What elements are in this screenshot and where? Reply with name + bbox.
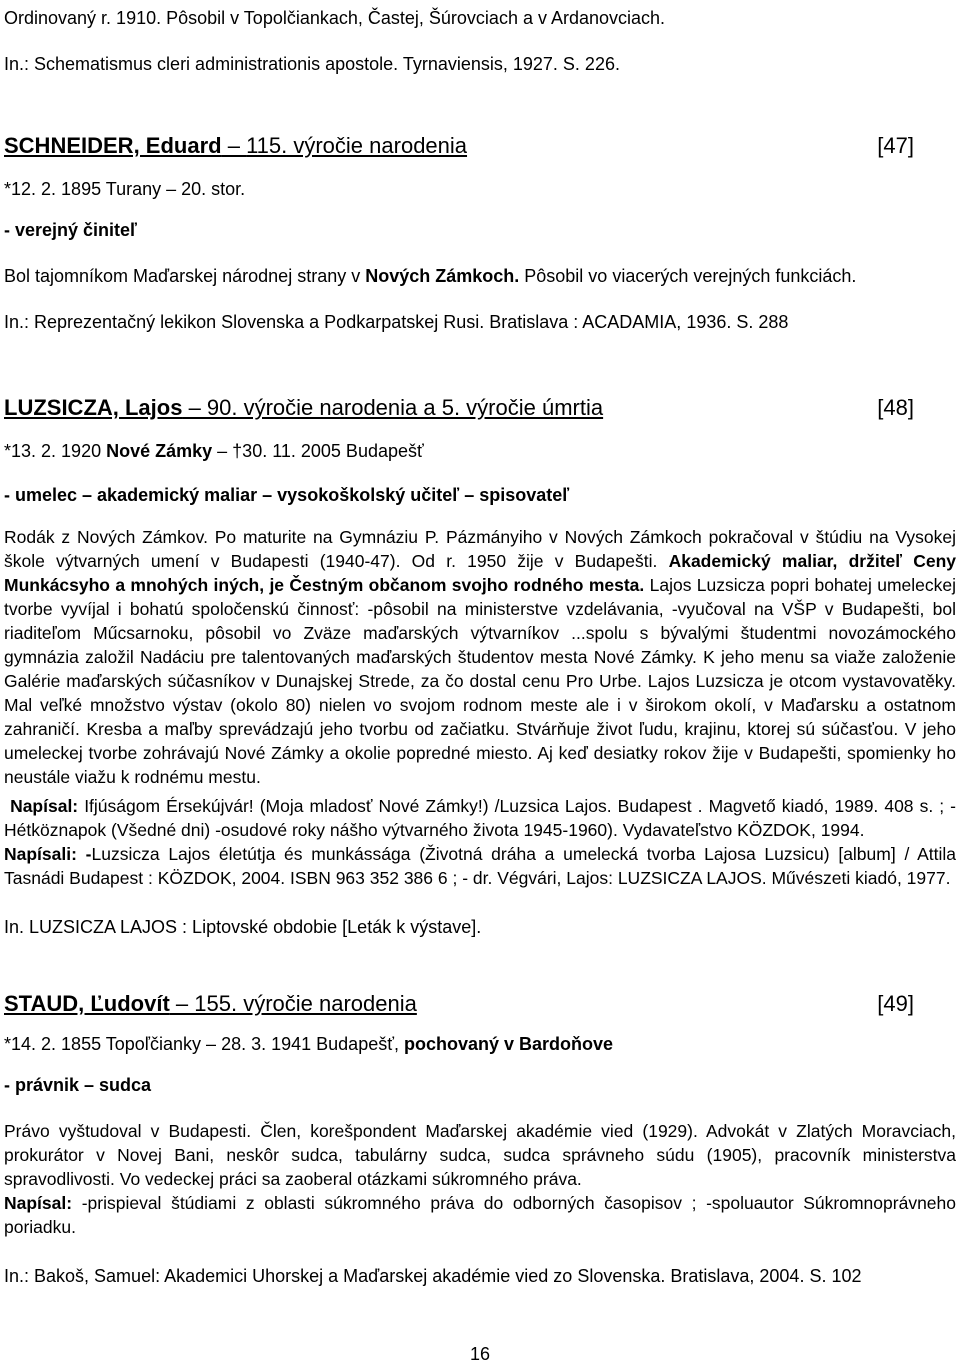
entry-title	[4, 395, 603, 420]
person-name: SCHNEIDER, Eduard	[4, 133, 222, 158]
person-name: STAUD, Ľudovít	[4, 991, 170, 1016]
ordination-line: Ordinovaný r. 1910. Pôsobil v Topolčiankach, Častej, Šúrovciach a v Ardanovciach.	[4, 8, 666, 28]
works-paragraph: Napísal: -prispieval štúdiami z oblasti súkromného práva do odborných časopisov ; -spoluautor Súkromnoprávneho poriadku.	[4, 1193, 956, 1237]
entry-title: SCHNEIDER, Eduard – 115. výročie narodenia	[4, 133, 468, 158]
bio-paragraph: Rodák z Nových Zámkov. Po maturite na Gymnáziu P. Pázmányiho v Nových Zámkoch pokračoval v štúdiu na Vysokej škole výtvarných umení v Budapesti (1940-47). Od r. 1950 žije v Budapešti. Akademický maliar, držiteľ Ceny Munkácsyho a mnohých iných, je Čestným občanom svojho rodného mesta. Lajos Luzsicza popri bohatej umeleckej tvorbe vyvíjal i bohatú spoločenskú činnosť: -pôsobil na ministerstve vzdelávania, -vyučoval na VŠP v Budapešti, bol riaditeľom Műcsarnoku, pôsobil vo Zväze maďarských výtvarníkov ...spolu s bývalými študentmi novozámockého gymnázia založil Nadáciu pre talentovaných maďarských študentov mesta Nové Zámky. K jeho menu sa viaže založenie Galérie maďarských súčasníkov v Dunajskej Strede, za čo dostal cenu Pro Urbe. Lajos Luzsicza je otcom vystavovatěky. Mal veľké množstvo výstav (okolo 80) nielen vo svojom rodnom meste ale i v širokom okolí, v Maďarsku a ostatnom zahraničí. Kresba a maľby sprevádzajú jeho tvorbu od začiatku. Stvárňuje život ľudu, krajinu, ktorej sú súčasťou. V jeho umeleckej tvorbe zohrávajú Nové Zámky a okolie popredné miesto. Aj keď desiatky rokov žije v Budapešti, spomienky ho neustále viažu k rodnému mestu.	[4, 527, 956, 787]
birth-info: *13. 2. 1920 Nové Zámky – †30. 11. 2005 Budapešť	[4, 441, 424, 461]
source-line: In. LUZSICZA LAJOS : Liptovské obdobie [Leták k výstave].	[4, 917, 482, 937]
literature-paragraph: Napísali: -Luzsicza Lajos életútja és munkássága (Životná dráha a umelecká tvorba Lajosa Luzsicu) [album] / Attila Tasnádi Budapest : KÖZDOK, 2004. ISBN 963 352 386 6 ; - dr. Végvári, Lajos: LUZSICZA LAJOS. Művészeti kiadó, 1977.	[4, 844, 956, 888]
anniversary-text: – 90. výročie narodenia a 5. výročie úmrtia	[182, 395, 604, 420]
birth-info: *12. 2. 1895 Turany – 20. stor.	[4, 179, 246, 199]
entry-heading-schneider	[4, 133, 467, 159]
entry-number: [49]	[877, 991, 914, 1016]
entry-number: [48]	[877, 395, 914, 420]
anniversary-text: 115. výročie narodenia	[246, 133, 468, 158]
source-line: In.: Bakoš, Samuel: Akademici Uhorskej a Maďarskej akadémie vied zo Slovenska. Bratislava, 2004. S. 102	[4, 1266, 862, 1286]
role-line: - právnik – sudca	[4, 1075, 152, 1095]
entry-heading-luzsicza	[4, 395, 603, 421]
entry-number: [47]	[877, 133, 914, 158]
works-paragraph: Napísal: Ifjúságom Érsekújvár! (Moja mladosť Nové Zámky!) /Luzsica Lajos. Budapest . Magvető kiadó, 1989. 408 s. ; - Hétköznapok (Všedné dni) -osudové roky nášho výtvarného života 1945-1960). Vydavateľstvo KÖZDOK, 1994.	[4, 796, 956, 840]
role-line: - umelec – akademický maliar – vysokoškolský učiteľ – spisovateľ	[4, 485, 570, 505]
person-name: LUZSICZA, Lajos	[4, 395, 183, 420]
birth-info: *14. 2. 1855 Topoľčianky – 28. 3. 1941 Budapešť, pochovaný v Bardoňove	[4, 1034, 614, 1054]
role-line: - verejný činiteľ	[4, 220, 137, 240]
source-line: In.: Reprezentačný lekikon Slovenska a Podkarpatskej Rusi. Bratislava : ACADAMIA, 1936. S. 288	[4, 312, 789, 332]
page-number: 16	[469, 1344, 491, 1364]
bio-paragraph: Právo vyštudoval v Budapesti. Člen, korešpondent Maďarskej akadémie vied (1929). Advokát v Zlatých Moravciach, prokurátor v Novej Bani, neskôr sudca, tabulárny sudca, sudca správneho súdu (1905), pracovník ministerstva spravodlivosti. Vo vedeckej práci sa zaoberal otázkami súkromného práva.	[4, 1121, 956, 1189]
entry-title	[4, 991, 417, 1016]
entry-heading-staud	[4, 991, 417, 1017]
source-line-schematismus: In.: Schematismus cleri administrationis apostole. Tyrnaviensis, 1927. S. 226.	[4, 54, 620, 74]
anniversary-text: – 155. výročie narodenia	[169, 991, 417, 1016]
bio-text: Bol tajomníkom Maďarskej národnej strany v Nových Zámkoch. Pôsobil vo viacerých verejných funkciách.	[4, 266, 857, 286]
